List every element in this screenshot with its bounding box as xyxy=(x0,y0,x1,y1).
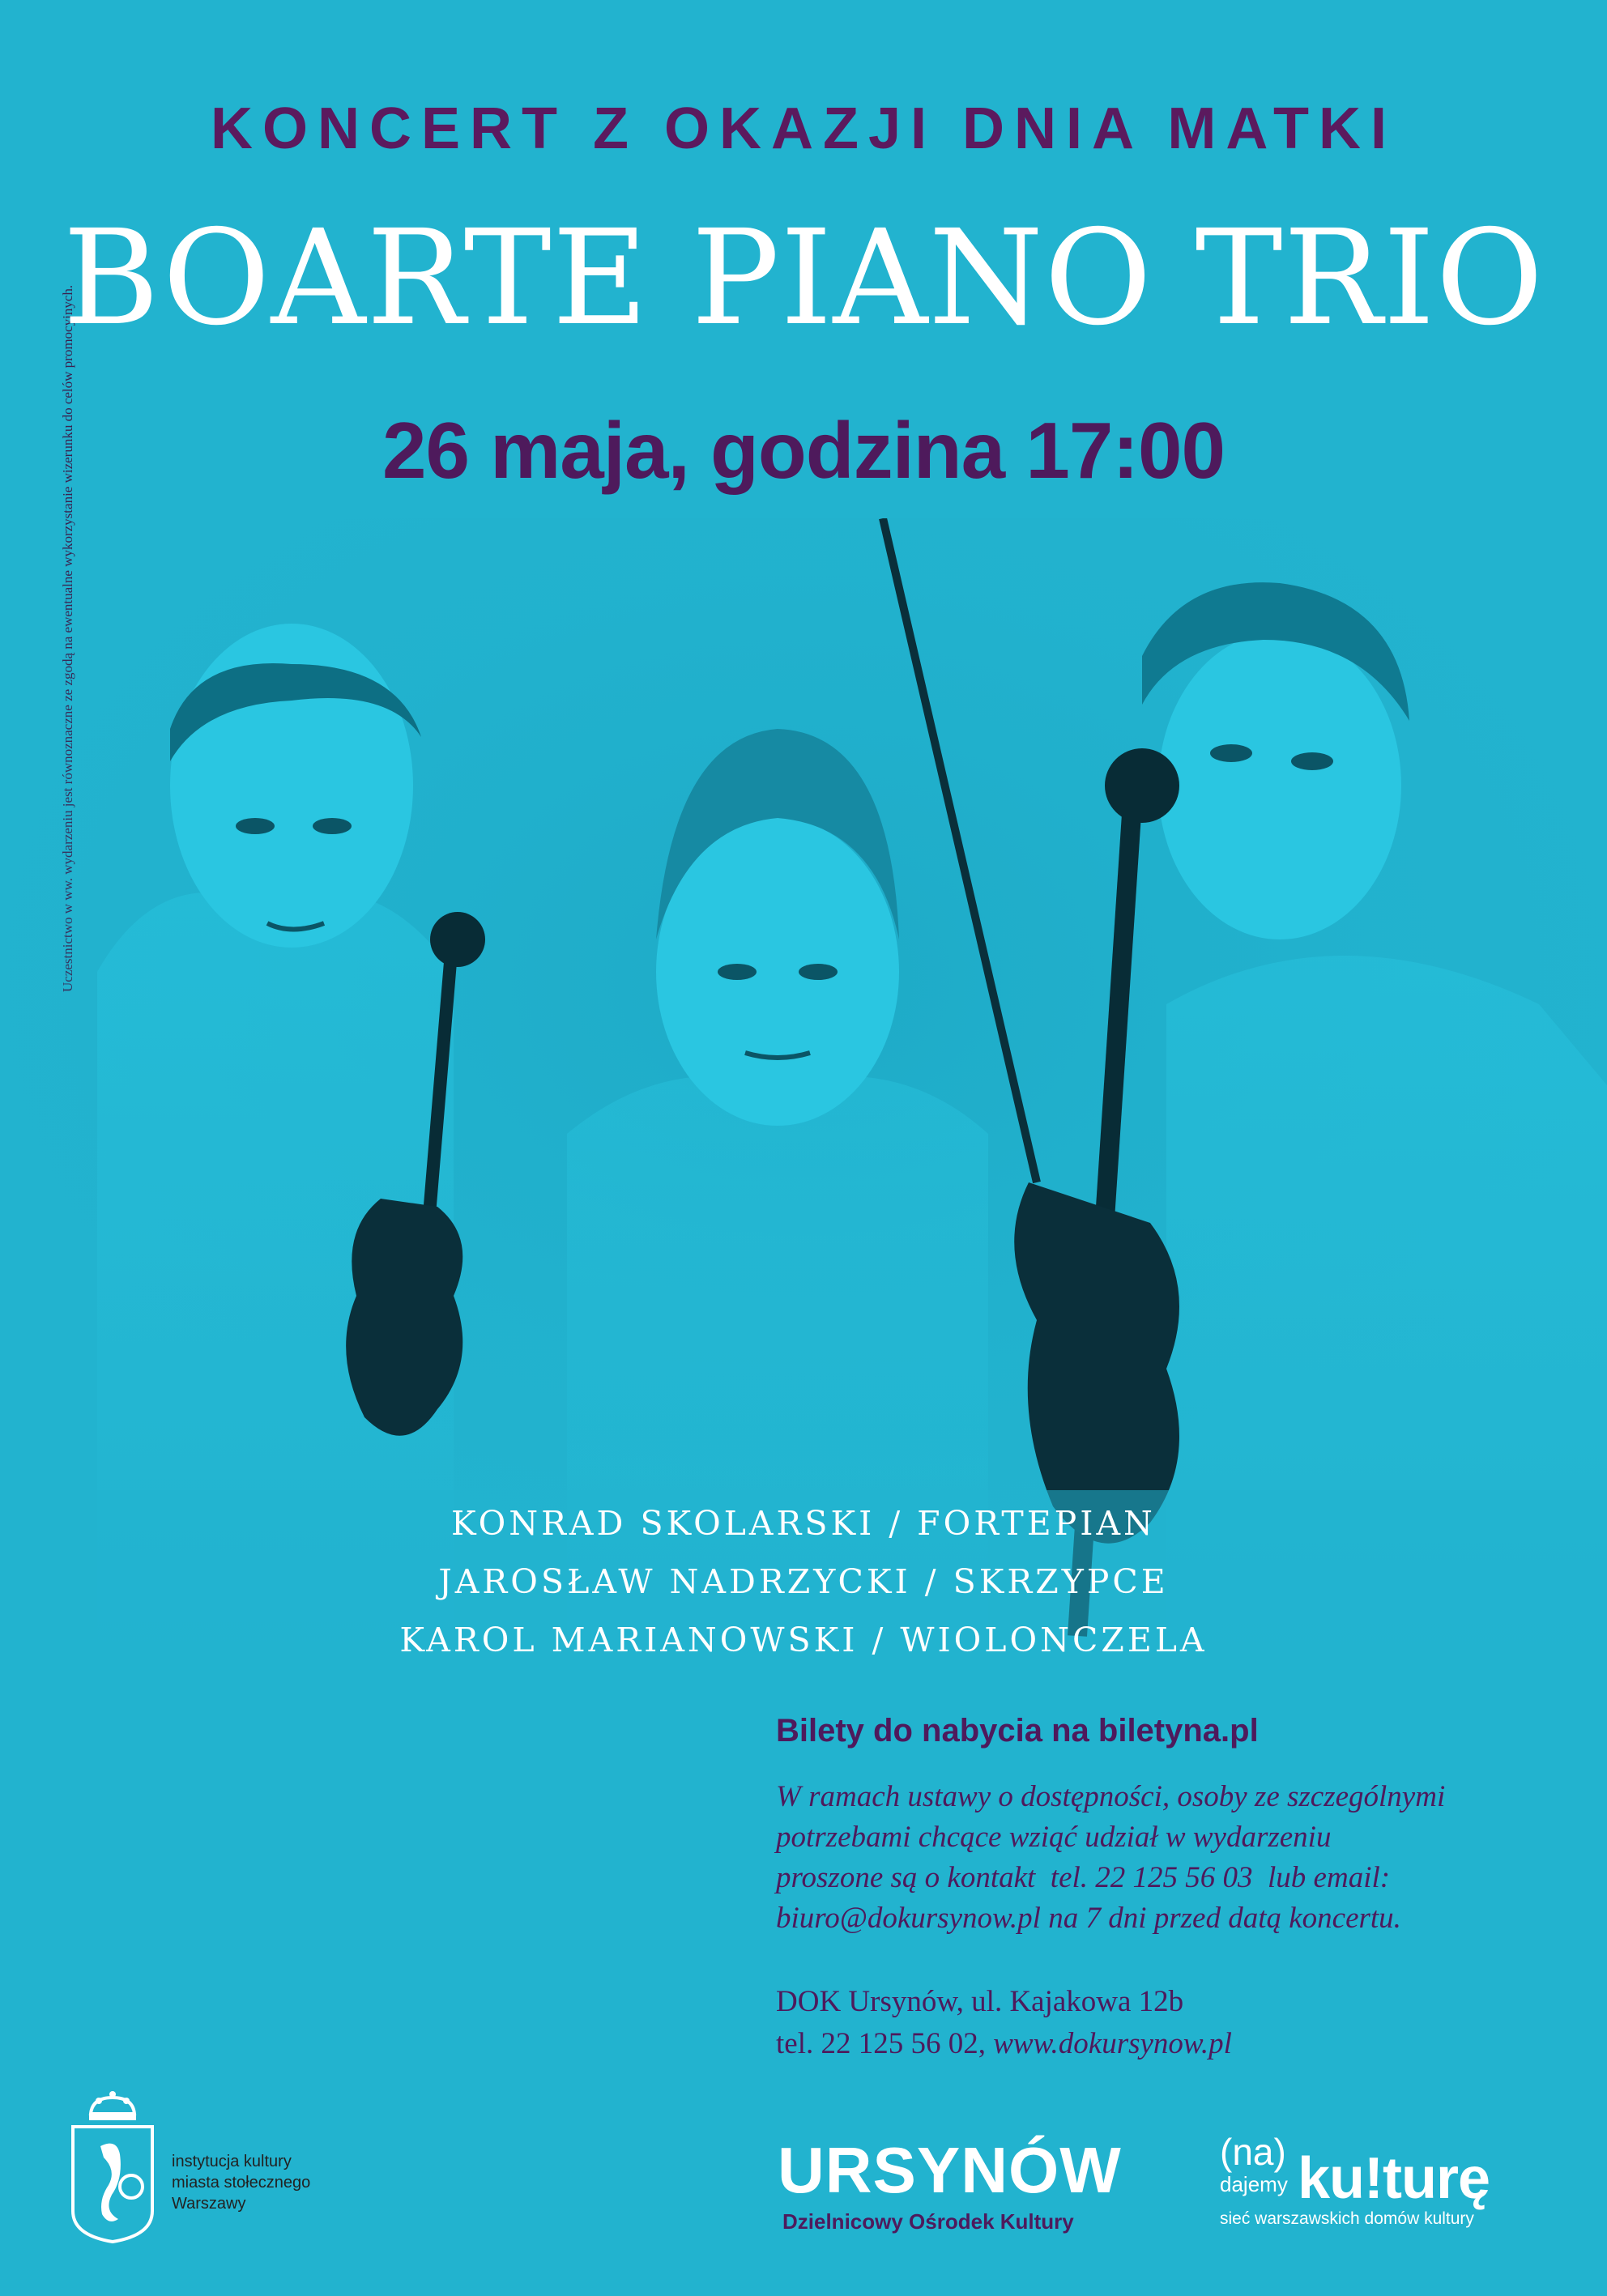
nakulture-logo xyxy=(1220,2132,1511,2245)
phone-text: tel. 22 125 56 02, xyxy=(776,2027,994,2060)
warsaw-text-line: miasta stołecznego xyxy=(172,2174,311,2192)
event-date: 26 maja, godzina 17:00 xyxy=(382,406,1225,495)
warsaw-institution-text xyxy=(172,2151,310,2214)
venue-address xyxy=(776,1981,1554,2065)
accessibility-line: proszone są o kontakt tel. 22 125 56 03 lub email: xyxy=(776,1861,1391,1894)
accessibility-line: potrzebami chcące wziąć udział w wydarzeniu xyxy=(776,1821,1332,1854)
warsaw-text-line: Warszawy xyxy=(172,2195,246,2213)
performer-name: KONRAD SKOLARSKI / FORTEPIAN xyxy=(451,1504,1156,1543)
website-link[interactable]: www.dokursynow.pl xyxy=(993,2027,1232,2060)
address-line: DOK Ursynów, ul. Kajakowa 12b xyxy=(776,1985,1184,2018)
info-block xyxy=(776,1713,1554,2065)
poster-title: BOARTE PIANO TRIO xyxy=(62,202,1545,355)
contact-line xyxy=(776,2023,1554,2065)
performer-name: JAROSŁAW NADRZYCKI / SKRZYPCE xyxy=(438,1562,1169,1601)
nakulture-prefix: (na) xyxy=(1220,2131,1286,2173)
accessibility-line: biuro@dokursynow.pl na 7 dni przed datą koncertu. xyxy=(776,1902,1401,1935)
tickets-info: Bilety do nabycia na biletyna.pl xyxy=(776,1713,1259,1749)
ursynow-wordmark: URSYNÓW xyxy=(778,2134,1122,2206)
accessibility-info xyxy=(776,1777,1554,1939)
poster-subtitle: KONCERT Z OKAZJI DNIA MATKI xyxy=(211,96,1396,161)
nakulture-subtitle: sieć warszawskich domów kultury xyxy=(1220,2209,1474,2228)
warsaw-coat-of-arms-icon xyxy=(68,2089,157,2243)
warsaw-text-line: instytucja kultury xyxy=(172,2153,292,2170)
nakulture-wordmark: ku!turę xyxy=(1298,2146,1490,2211)
accessibility-line: W ramach ustawy o dostępności, osoby ze szczególnymi xyxy=(776,1780,1446,1813)
ursynow-subtitle: Dzielnicowy Ośrodek Kultury xyxy=(782,2209,1074,2234)
performers-list xyxy=(0,1494,1607,1669)
performer-name: KAROL MARIANOWSKI / WIOLONCZELA xyxy=(399,1621,1208,1659)
nakulture-dajemy: dajemy xyxy=(1220,2172,1288,2196)
ursynow-logo xyxy=(778,2134,1134,2243)
